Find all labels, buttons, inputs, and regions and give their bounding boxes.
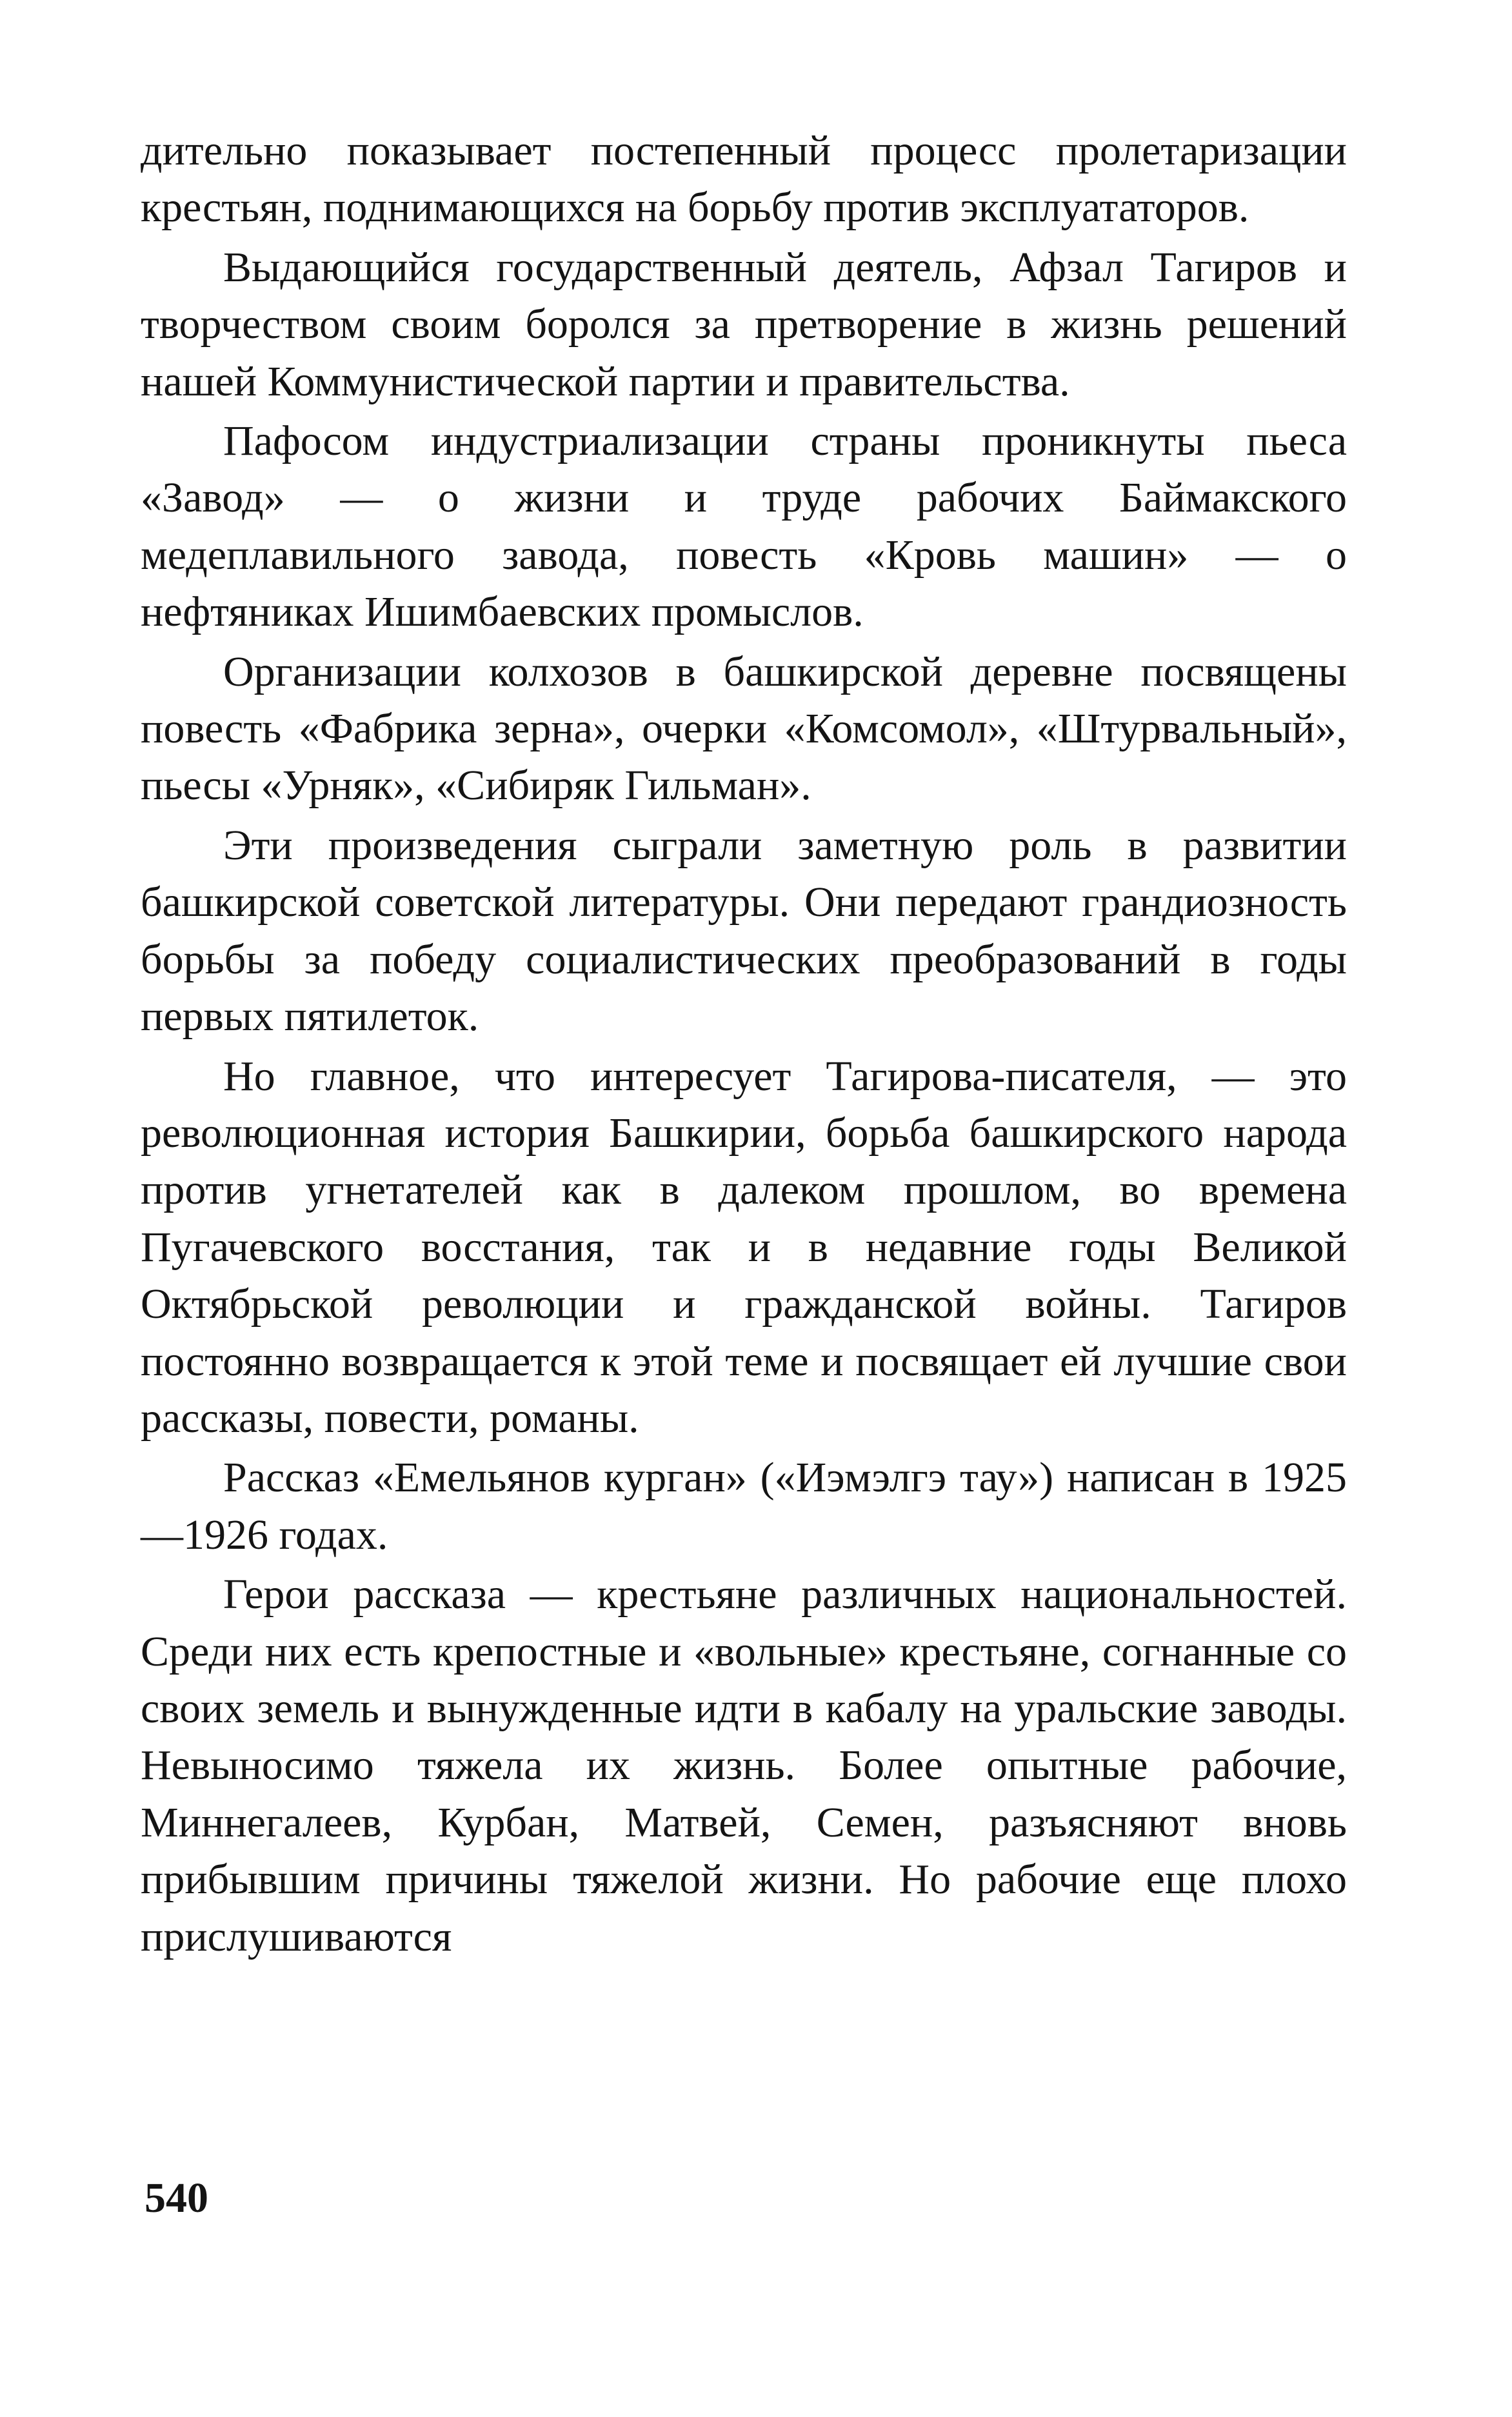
paragraph-literature-role: Эти произведения сыграли заметную роль в развитии башкирской советской литературы. Они передают грандиозность борьбы за победу социалистических преобразований в годы первых пятилеток. [141,821,1347,1040]
body-text [141,123,1347,1965]
paragraph-collective-farms: Организации колхозов в башкирской деревне посвящены повесть «Фабрика зерна», очерки «Комсомол», «Штурвальный», пьесы «Урняк», «Сибиряк Гильман». [141,648,1347,810]
paragraph-emelyanov-kurgan: Рассказ «Емельянов курган» («Иэмэлгэ тау») написан в 1925—1926 годах. [141,1454,1347,1558]
page-number: 540 [144,2174,208,2222]
paragraph-industrialization: Пафосом индустриализации страны проникнуты пьеса «Завод» — о жизни и труде рабочих Баймакского медеплавильного завода, повесть «Кровь машин» — о нефтяниках Ишимбаевских промыслов. [141,417,1347,636]
paragraph-continuation: дительно показывает постепенный процесс пролетаризации крестьян, поднимающихся на борьбу против эксплуататоров. [141,127,1347,232]
paragraph-statesman: Выдающийся государственный деятель, Афзал Тагиров и творчеством своим боролся за претворение в жизнь решений нашей Коммунистической партии и правительства. [141,243,1347,405]
paragraph-revolutionary-history: Но главное, что интересует Тагирова-писателя, — это революционная история Башкирии, борьба башкирского народа против угнетателей как в далеком прошлом, во времена Пугачевского восстания, так и в недавние годы Великой Октябрьской революции и гражданской войны. Тагиров постоянно возвращается к этой теме и посвящает ей лучшие свои рассказы, повести, романы. [141,1052,1347,1442]
paragraph-story-heroes: Герои рассказа — крестьяне различных национальностей. Среди них есть крепостные и «вольные» крестьяне, согнанные со своих земель и вынужденные идти в кабалу на уральские заводы. Невыносимо тяжела их жизнь. Более опытные рабочие, Миннегалеев, Курбан, Матвей, Семен, разъясняют вновь прибывшим причины тяжелой жизни. Но рабочие еще плохо прислушиваются [141,1571,1347,1960]
